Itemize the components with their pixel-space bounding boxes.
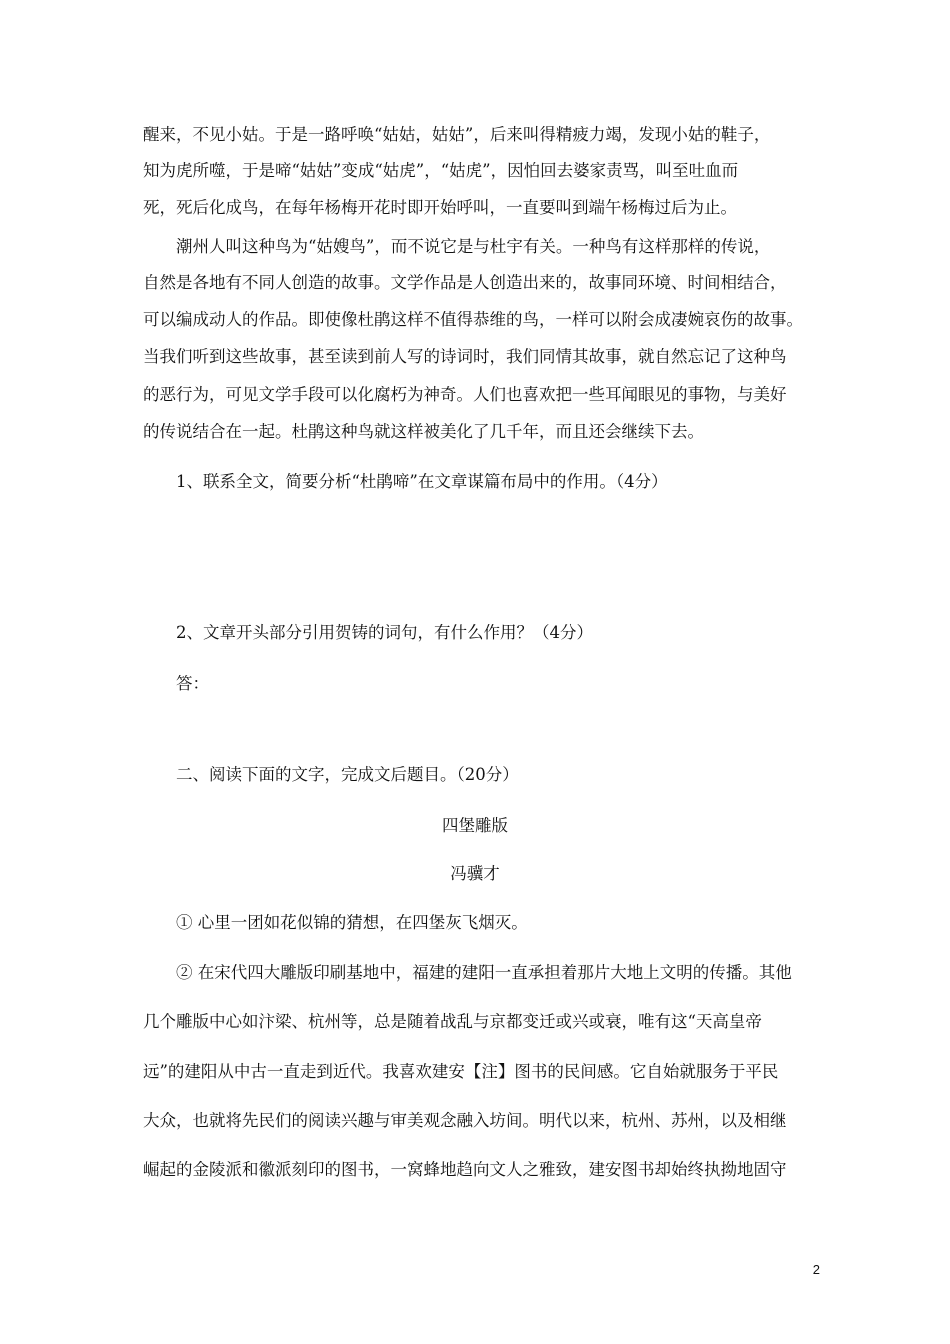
paragraph-2-line: 几个雕版中心如汴梁、杭州等，总是随着战乱与京都变迁或兴或衰，唯有这“天高皇帝 — [143, 1012, 762, 1031]
passage-line: 醒来，不见小姑。于是一路呼唤“姑姑，姑姑”，后来叫得精疲力竭，发现小姑的鞋子， — [143, 125, 771, 144]
passage-line: 死，死后化成鸟，在每年杨梅开花时即开始呼叫，一直要叫到端午杨梅过后为止。 — [143, 198, 737, 217]
passage-line: 可以编成动人的作品。即使像杜鹃这样不值得恭维的鸟，一样可以附会成凄婉哀伤的故事。 — [143, 310, 803, 329]
article-author: 冯骥才 — [450, 864, 500, 883]
paragraph-1: ① 心里一团如花似锦的猜想，在四堡灰飞烟灭。 — [176, 913, 528, 932]
question-2: 2、文章开头部分引用贺铸的词句，有什么作用？（4分） — [176, 623, 593, 642]
paragraph-2-line: 崛起的金陵派和徽派刻印的图书，一窝蜂地趋向文人之雅致，建安图书却始终执拗地固守 — [143, 1160, 787, 1179]
paragraph-2-line: 大众，也就将先民们的阅读兴趣与审美观念融入坊间。明代以来，杭州、苏州，以及相继 — [143, 1111, 787, 1130]
passage-line: 自然是各地有不同人创造的故事。文学作品是人创造出来的，故事同环境、时间相结合， — [143, 273, 787, 292]
passage-line: 潮州人叫这种鸟为“姑嫂鸟”，而不说它是与杜宇有关。一种鸟有这样那样的传说， — [176, 237, 771, 256]
question-1: 1、联系全文，简要分析“杜鹃啼”在文章谋篇布局中的作用。（4分） — [176, 472, 668, 491]
article-title: 四堡雕版 — [442, 816, 508, 835]
passage-line: 的传说结合在一起。杜鹃这种鸟就这样被美化了几千年，而且还会继续下去。 — [143, 422, 704, 441]
paragraph-2-line: ② 在宋代四大雕版印刷基地中，福建的建阳一直承担着那片大地上文明的传播。其他 — [176, 963, 792, 982]
answer-label: 答： — [176, 674, 209, 693]
paragraph-2-line: 远”的建阳从中古一直走到近代。我喜欢建安【注】图书的民间感。它自始就服务于平民 — [143, 1062, 779, 1081]
passage-line: 的恶行为，可见文学手段可以化腐朽为神奇。人们也喜欢把一些耳闻眼见的事物，与美好 — [143, 385, 787, 404]
passage-line: 当我们听到这些故事，甚至读到前人写的诗词时，我们同情其故事，就自然忘记了这种鸟 — [143, 347, 787, 366]
page-number: 2 — [812, 1262, 820, 1277]
passage-line: 知为虎所噬，于是啼“姑姑”变成“姑虎”，“姑虎”，因怕回去婆家责骂，叫至吐血而 — [143, 161, 739, 180]
section-heading: 二、阅读下面的文字，完成文后题目。（20分） — [176, 765, 519, 784]
